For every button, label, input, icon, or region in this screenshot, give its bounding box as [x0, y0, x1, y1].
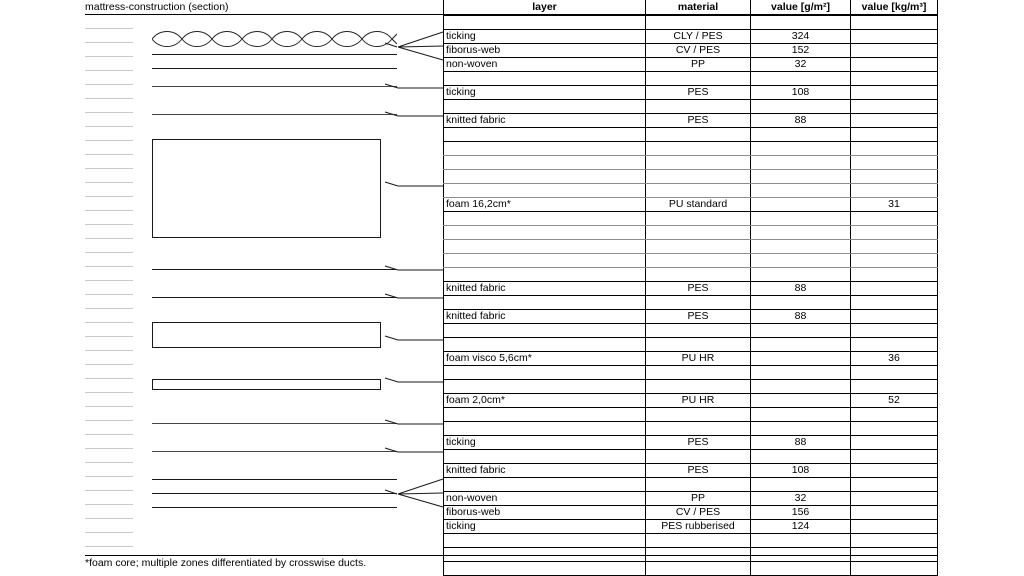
cell-value-gsm: [751, 15, 851, 29]
cell-value-gsm: 88: [751, 435, 851, 449]
table-row: [444, 477, 938, 491]
table-row: [444, 309, 938, 323]
cell-material: PP: [646, 491, 751, 505]
cell-value-kgm: [851, 29, 938, 43]
sheet-ticking-bot: [152, 507, 397, 508]
cell-layer: [444, 15, 646, 29]
cell-material: PU HR: [646, 393, 751, 407]
table-row: [444, 393, 938, 407]
cell-value-kgm: [851, 57, 938, 71]
cell-value-gsm: 108: [751, 463, 851, 477]
cell-material: [646, 379, 751, 393]
cell-value-gsm: [751, 323, 851, 337]
cell-value-gsm: [751, 267, 851, 281]
table-row: [444, 71, 938, 85]
table-row: [444, 365, 938, 379]
cell-value-kgm: [851, 113, 938, 127]
cell-value-gsm: [751, 155, 851, 169]
cell-value-kgm: [851, 491, 938, 505]
cell-material: PES: [646, 463, 751, 477]
table-row: [444, 197, 938, 211]
sheet-non-woven-bot: [152, 479, 397, 480]
cell-material: [646, 337, 751, 351]
cell-value-kgm: [851, 561, 938, 575]
table-row: [444, 547, 938, 561]
cell-value-kgm: [851, 169, 938, 183]
cell-value-gsm: [751, 141, 851, 155]
cell-value-kgm: [851, 239, 938, 253]
table-row: [444, 253, 938, 267]
cell-value-kgm: [851, 253, 938, 267]
cell-material: [646, 323, 751, 337]
cell-value-kgm: [851, 533, 938, 547]
cell-layer: foam visco 5,6cm*: [444, 351, 646, 365]
cell-value-gsm: [751, 211, 851, 225]
cell-layer: [444, 323, 646, 337]
cell-value-kgm: [851, 365, 938, 379]
cell-layer: [444, 99, 646, 113]
cell-value-kgm: [851, 99, 938, 113]
cell-value-gsm: [751, 225, 851, 239]
cell-value-kgm: [851, 309, 938, 323]
cell-value-kgm: [851, 407, 938, 421]
cell-value-kgm: [851, 519, 938, 533]
cell-value-kgm: [851, 421, 938, 435]
cell-layer: [444, 183, 646, 197]
table-row: [444, 295, 938, 309]
sheet-knitted-mid-1: [152, 269, 397, 270]
column-header-value-kgm: value [kg/m³]: [851, 0, 938, 15]
cell-value-gsm: [751, 547, 851, 561]
cell-value-kgm: [851, 449, 938, 463]
cell-value-gsm: [751, 449, 851, 463]
cell-layer: [444, 127, 646, 141]
cell-material: [646, 267, 751, 281]
cell-material: PES: [646, 113, 751, 127]
cell-material: CLY / PES: [646, 29, 751, 43]
cell-value-gsm: 124: [751, 519, 851, 533]
cell-value-gsm: [751, 169, 851, 183]
cell-value-gsm: [751, 99, 851, 113]
table-row: [444, 43, 938, 57]
cell-value-gsm: [751, 379, 851, 393]
table-row: [444, 239, 938, 253]
column-header-layer: layer: [444, 0, 646, 15]
cell-material: [646, 211, 751, 225]
table-row: [444, 85, 938, 99]
cell-value-gsm: 88: [751, 281, 851, 295]
foam-2cm-block: [152, 379, 381, 390]
cell-layer: knitted fabric: [444, 281, 646, 295]
footnote-text: *foam core; multiple zones differentiated by crosswise ducts.: [85, 557, 367, 569]
cell-material: [646, 183, 751, 197]
layer-spec-table: [443, 0, 938, 576]
cell-layer: [444, 253, 646, 267]
cell-material: [646, 141, 751, 155]
cell-layer: [444, 239, 646, 253]
cell-value-kgm: [851, 225, 938, 239]
cell-material: PES: [646, 435, 751, 449]
cell-material: [646, 407, 751, 421]
table-row: [444, 155, 938, 169]
table-row: [444, 323, 938, 337]
table-row: [444, 561, 938, 575]
cell-material: PES: [646, 85, 751, 99]
cell-material: [646, 127, 751, 141]
table-row: [444, 211, 938, 225]
cell-value-kgm: [851, 127, 938, 141]
table-row: [444, 449, 938, 463]
cell-material: [646, 225, 751, 239]
cell-layer: foam 16,2cm*: [444, 197, 646, 211]
sheet-non-woven-top: [152, 68, 397, 69]
sheet-knitted-lower: [152, 451, 397, 452]
table-row: [444, 29, 938, 43]
cell-layer: [444, 337, 646, 351]
table-row: [444, 337, 938, 351]
table-row: [444, 183, 938, 197]
cell-layer: [444, 169, 646, 183]
cell-value-gsm: [751, 239, 851, 253]
table-row: [444, 99, 938, 113]
cell-value-gsm: [751, 337, 851, 351]
table-row: [444, 463, 938, 477]
cell-material: [646, 99, 751, 113]
cell-layer: fiborus-web: [444, 43, 646, 57]
table-row: [444, 15, 938, 29]
sheet-ticking-upper: [152, 86, 397, 87]
cell-value-kgm: [851, 211, 938, 225]
cell-value-gsm: [751, 407, 851, 421]
table-row: [444, 505, 938, 519]
cell-value-kgm: [851, 547, 938, 561]
cell-value-kgm: [851, 337, 938, 351]
table-row: [444, 519, 938, 533]
cell-value-gsm: [751, 351, 851, 365]
table-body: [444, 15, 938, 575]
cell-material: [646, 477, 751, 491]
cell-material: PU standard: [646, 197, 751, 211]
cell-material: [646, 421, 751, 435]
cell-material: [646, 155, 751, 169]
cell-value-gsm: [751, 71, 851, 85]
cell-material: PES: [646, 281, 751, 295]
cell-value-kgm: [851, 15, 938, 29]
cell-value-gsm: 324: [751, 29, 851, 43]
table-row: [444, 141, 938, 155]
cell-value-kgm: 31: [851, 197, 938, 211]
table-row: [444, 267, 938, 281]
cell-material: [646, 547, 751, 561]
cell-material: CV / PES: [646, 505, 751, 519]
table-header-row: [444, 0, 938, 15]
cell-layer: [444, 365, 646, 379]
table-row: [444, 533, 938, 547]
table-row: [444, 127, 938, 141]
cell-material: [646, 365, 751, 379]
cell-value-kgm: [851, 295, 938, 309]
cell-value-gsm: 32: [751, 491, 851, 505]
cell-layer: [444, 295, 646, 309]
cell-material: [646, 561, 751, 575]
cell-layer: ticking: [444, 519, 646, 533]
sheet-ticking-lower: [152, 423, 397, 424]
table-row: [444, 351, 938, 365]
cell-material: PP: [646, 57, 751, 71]
cell-value-gsm: 32: [751, 57, 851, 71]
cell-layer: [444, 155, 646, 169]
cell-value-kgm: [851, 323, 938, 337]
column-header-material: material: [646, 0, 751, 15]
cell-layer: [444, 225, 646, 239]
cell-layer: [444, 141, 646, 155]
cell-value-kgm: [851, 183, 938, 197]
cell-value-gsm: [751, 561, 851, 575]
cell-layer: ticking: [444, 435, 646, 449]
quilted-ticking-wave-icon: [152, 28, 397, 50]
cell-value-kgm: 52: [851, 393, 938, 407]
cell-value-gsm: 152: [751, 43, 851, 57]
cell-material: [646, 253, 751, 267]
cell-layer: ticking: [444, 29, 646, 43]
cell-layer: fiborus-web: [444, 505, 646, 519]
table-row: [444, 57, 938, 71]
cell-value-gsm: 88: [751, 309, 851, 323]
cell-value-gsm: [751, 253, 851, 267]
cell-value-gsm: [751, 183, 851, 197]
foam-visco-block: [152, 322, 381, 348]
cell-value-kgm: [851, 267, 938, 281]
cell-value-kgm: 36: [851, 351, 938, 365]
cell-material: [646, 295, 751, 309]
cell-value-kgm: [851, 141, 938, 155]
table-row: [444, 113, 938, 127]
column-header-value-gsm: value [g/m²]: [751, 0, 851, 15]
sheet-knitted-upper: [152, 114, 397, 115]
cell-material: [646, 71, 751, 85]
cell-value-gsm: 156: [751, 505, 851, 519]
sheet-knitted-mid-2: [152, 297, 397, 298]
sheet-fiborus-web-top: [152, 54, 397, 55]
cell-value-gsm: [751, 533, 851, 547]
cell-value-gsm: [751, 295, 851, 309]
cell-material: PES: [646, 309, 751, 323]
cell-layer: non-woven: [444, 491, 646, 505]
cell-value-gsm: 88: [751, 113, 851, 127]
cell-value-kgm: [851, 85, 938, 99]
cell-value-kgm: [851, 435, 938, 449]
cell-value-kgm: [851, 71, 938, 85]
cell-value-gsm: [751, 421, 851, 435]
cell-layer: [444, 211, 646, 225]
cell-material: [646, 239, 751, 253]
cell-layer: [444, 561, 646, 575]
table-row: [444, 379, 938, 393]
cell-layer: knitted fabric: [444, 463, 646, 477]
cell-value-gsm: [751, 477, 851, 491]
cell-material: PU HR: [646, 351, 751, 365]
cell-value-kgm: [851, 43, 938, 57]
cell-material: [646, 533, 751, 547]
cell-value-gsm: [751, 365, 851, 379]
page-title: mattress-construction (section): [85, 1, 229, 13]
cell-material: PES rubberised: [646, 519, 751, 533]
cell-layer: [444, 407, 646, 421]
cell-layer: foam 2,0cm*: [444, 393, 646, 407]
cell-layer: ticking: [444, 85, 646, 99]
table-row: [444, 225, 938, 239]
cell-value-kgm: [851, 379, 938, 393]
table-row: [444, 407, 938, 421]
table-row: [444, 281, 938, 295]
cell-value-gsm: [751, 393, 851, 407]
cell-value-gsm: [751, 127, 851, 141]
cell-value-kgm: [851, 477, 938, 491]
cell-value-kgm: [851, 281, 938, 295]
table-row: [444, 169, 938, 183]
cell-value-gsm: 108: [751, 85, 851, 99]
table-row: [444, 491, 938, 505]
cell-value-kgm: [851, 505, 938, 519]
cell-layer: [444, 71, 646, 85]
sheet-fiborus-web-bot: [152, 493, 397, 494]
cell-material: [646, 169, 751, 183]
cell-layer: [444, 379, 646, 393]
table-row: [444, 435, 938, 449]
cell-material: [646, 15, 751, 29]
cell-layer: knitted fabric: [444, 309, 646, 323]
cell-value-gsm: [751, 197, 851, 211]
foam-core-block: [152, 139, 381, 238]
cell-value-kgm: [851, 463, 938, 477]
cell-layer: [444, 533, 646, 547]
cell-layer: [444, 421, 646, 435]
cell-value-kgm: [851, 155, 938, 169]
table-row: [444, 421, 938, 435]
cell-layer: non-woven: [444, 57, 646, 71]
cell-material: CV / PES: [646, 43, 751, 57]
cell-layer: [444, 547, 646, 561]
cell-layer: [444, 267, 646, 281]
cell-material: [646, 449, 751, 463]
mattress-section-drawing: [85, 14, 440, 555]
cell-layer: [444, 477, 646, 491]
cell-layer: knitted fabric: [444, 113, 646, 127]
cell-layer: [444, 449, 646, 463]
